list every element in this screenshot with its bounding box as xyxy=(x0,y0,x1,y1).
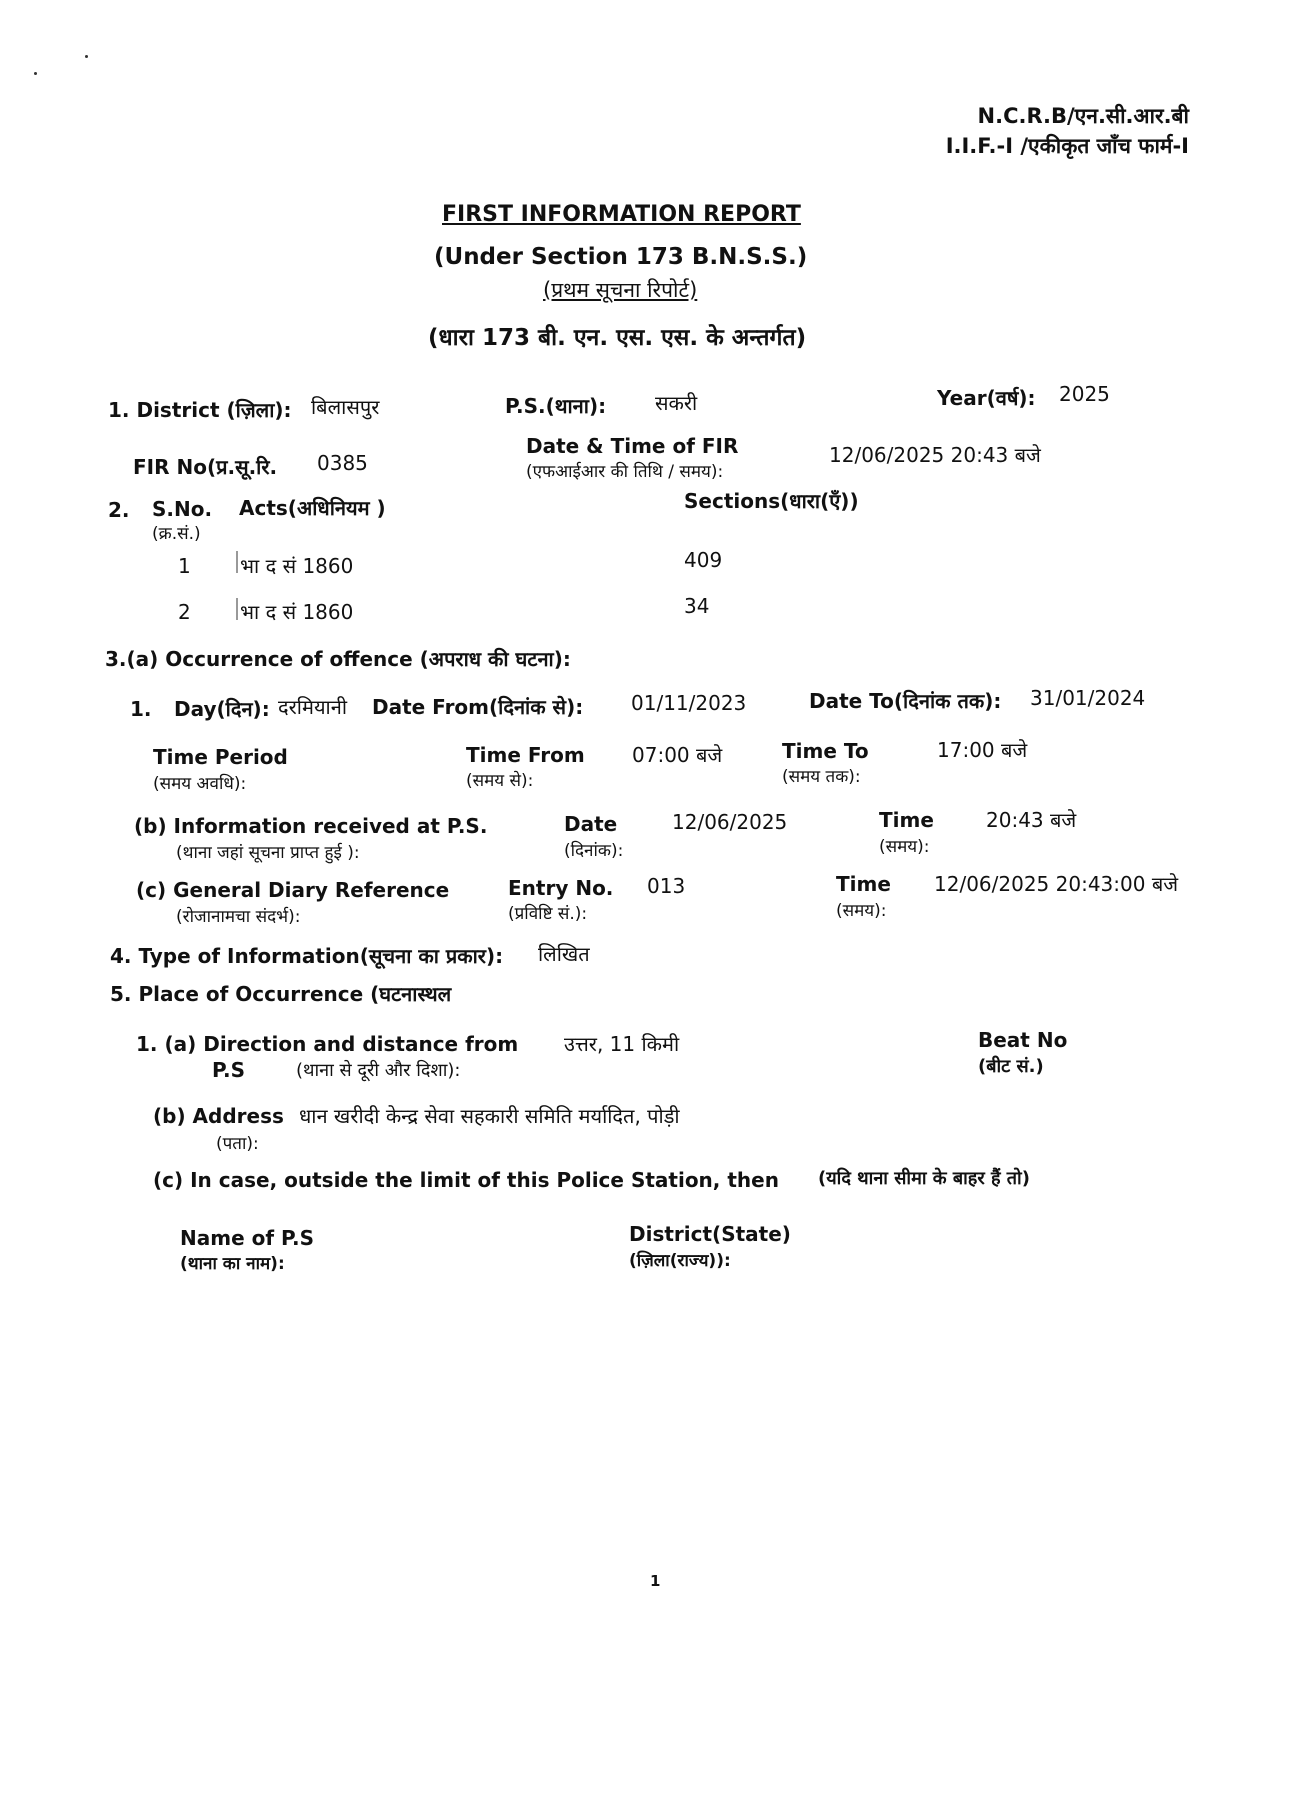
date-to-value: 31/01/2024 xyxy=(1030,686,1146,710)
entry-no-value: 013 xyxy=(647,874,686,898)
info-received-label-hindi: (थाना जहां सूचना प्राप्त हुई ): xyxy=(176,843,360,863)
district-state-label: District(State) xyxy=(629,1222,791,1246)
act-row-section: 34 xyxy=(684,594,710,618)
entry-no-label: Entry No. xyxy=(508,876,614,900)
sno-header-hindi: (क्र.सं.) xyxy=(152,524,201,544)
form-label: I.I.F.-I /एकीकृत जाँच फार्म-I xyxy=(945,134,1189,158)
info-received-label: (b) Information received at P.S. xyxy=(134,814,488,838)
district-value: बिलासपुर xyxy=(311,395,380,419)
ps-label: P.S.(थाना): xyxy=(505,394,607,418)
act-row-sno: 2 xyxy=(178,600,191,624)
act-row-sno: 1 xyxy=(178,554,191,578)
address-label-hindi: (पता): xyxy=(216,1134,259,1154)
report-section-hindi: (धारा 173 बी. एन. एस. एस. के अन्तर्गत) xyxy=(428,325,807,351)
fir-no-label: FIR No(प्र.सू.रि. xyxy=(133,455,278,479)
direction-value: उत्तर, 11 किमी xyxy=(564,1032,680,1056)
time-to-value: 17:00 बजे xyxy=(937,738,1028,762)
time-period-label-hindi: (समय अवधि): xyxy=(153,774,247,794)
sections-header: Sections(धारा(एँ)) xyxy=(684,489,859,513)
act-row-act: भा द सं 1860 xyxy=(240,600,354,624)
act-column-mark xyxy=(236,598,238,620)
occurrence-day-number: 1. xyxy=(130,697,152,721)
gd-reference-label: (c) General Diary Reference xyxy=(136,878,450,902)
date-to-label: Date To(दिनांक तक): xyxy=(809,689,1002,713)
info-date-value: 12/06/2025 xyxy=(672,810,788,834)
fir-datetime-value: 12/06/2025 20:43 बजे xyxy=(829,443,1041,467)
direction-label: 1. (a) Direction and distance from xyxy=(136,1032,519,1056)
date-from-value: 01/11/2023 xyxy=(631,691,747,715)
time-from-value: 07:00 बजे xyxy=(632,743,723,767)
day-label: Day(दिन): xyxy=(174,697,270,721)
outside-limit-label: (c) In case, outside the limit of this Police Station, then xyxy=(153,1168,779,1192)
gd-time-label: Time xyxy=(836,872,891,896)
direction-label-ps: P.S xyxy=(212,1058,245,1082)
fir-datetime-label-hindi: (एफआईआर की तिथि / समय): xyxy=(526,462,724,482)
report-title-hindi: (प्रथम सूचना रिपोर्ट) xyxy=(543,278,698,302)
ps-name-label: Name of P.S xyxy=(180,1226,314,1250)
act-row-act: भा द सं 1860 xyxy=(240,554,354,578)
occurrence-heading: 3.(a) Occurrence of offence (अपराध की घटना): xyxy=(105,647,571,671)
gd-time-label-hindi: (समय): xyxy=(836,901,887,921)
act-column-mark xyxy=(236,551,238,573)
time-period-label: Time Period xyxy=(153,745,288,769)
district-state-label-hindi: (ज़िला(राज्य)): xyxy=(629,1251,731,1271)
info-time-label-hindi: (समय): xyxy=(879,837,930,857)
address-label: (b) Address xyxy=(153,1104,284,1128)
gd-time-value: 12/06/2025 20:43:00 बजे xyxy=(934,872,1179,896)
time-to-label: Time To xyxy=(782,739,869,763)
report-title: FIRST INFORMATION REPORT xyxy=(442,202,801,227)
info-time-value: 20:43 बजे xyxy=(986,808,1077,832)
ncrb-label: N.C.R.B/एन.सी.आर.बी xyxy=(977,104,1189,128)
fir-no-value: 0385 xyxy=(317,451,368,475)
beat-no-label: Beat No xyxy=(978,1028,1068,1052)
place-heading: 5. Place of Occurrence (घटनास्थल xyxy=(110,982,452,1006)
district-label: 1. District (ज़िला): xyxy=(108,398,292,422)
year-label: Year(वर्ष): xyxy=(937,386,1036,410)
sno-header: S.No. xyxy=(152,497,213,521)
year-value: 2025 xyxy=(1059,382,1110,406)
report-section: (Under Section 173 B.N.S.S.) xyxy=(434,244,808,270)
gd-reference-label-hindi: (रोजानामचा संदर्भ): xyxy=(176,907,301,927)
info-type-value: लिखित xyxy=(538,942,590,966)
info-time-label: Time xyxy=(879,808,934,832)
time-from-label-hindi: (समय से): xyxy=(466,771,534,791)
direction-label-hindi: (थाना से दूरी और दिशा): xyxy=(296,1060,461,1081)
info-date-label: Date xyxy=(564,812,618,836)
scan-speck xyxy=(85,55,88,58)
day-value: दरमियानी xyxy=(278,695,347,719)
act-row-section: 409 xyxy=(684,548,723,572)
date-from-label: Date From(दिनांक से): xyxy=(372,695,584,719)
beat-no-label-hindi: (बीट सं.) xyxy=(978,1056,1044,1077)
scan-speck xyxy=(34,72,37,75)
acts-header: Acts(अधिनियम ) xyxy=(239,496,386,520)
ps-name-label-hindi: (थाना का नाम): xyxy=(180,1254,285,1274)
address-value: धान खरीदी केन्द्र सेवा सहकारी समिति मर्यादित, पोड़ी xyxy=(299,1104,680,1128)
outside-limit-label-hindi: (यदि थाना सीमा के बाहर हैं तो) xyxy=(818,1168,1030,1189)
time-to-label-hindi: (समय तक): xyxy=(782,767,861,787)
page-number: 1 xyxy=(650,1572,661,1590)
info-type-label: 4. Type of Information(सूचना का प्रकार): xyxy=(110,944,504,968)
time-from-label: Time From xyxy=(466,743,585,767)
ps-value: सकरी xyxy=(655,391,698,415)
entry-no-label-hindi: (प्रविष्टि सं.): xyxy=(508,904,588,924)
info-date-label-hindi: (दिनांक): xyxy=(564,841,624,861)
acts-section-number: 2. xyxy=(108,498,130,522)
fir-datetime-label: Date & Time of FIR xyxy=(526,434,739,458)
